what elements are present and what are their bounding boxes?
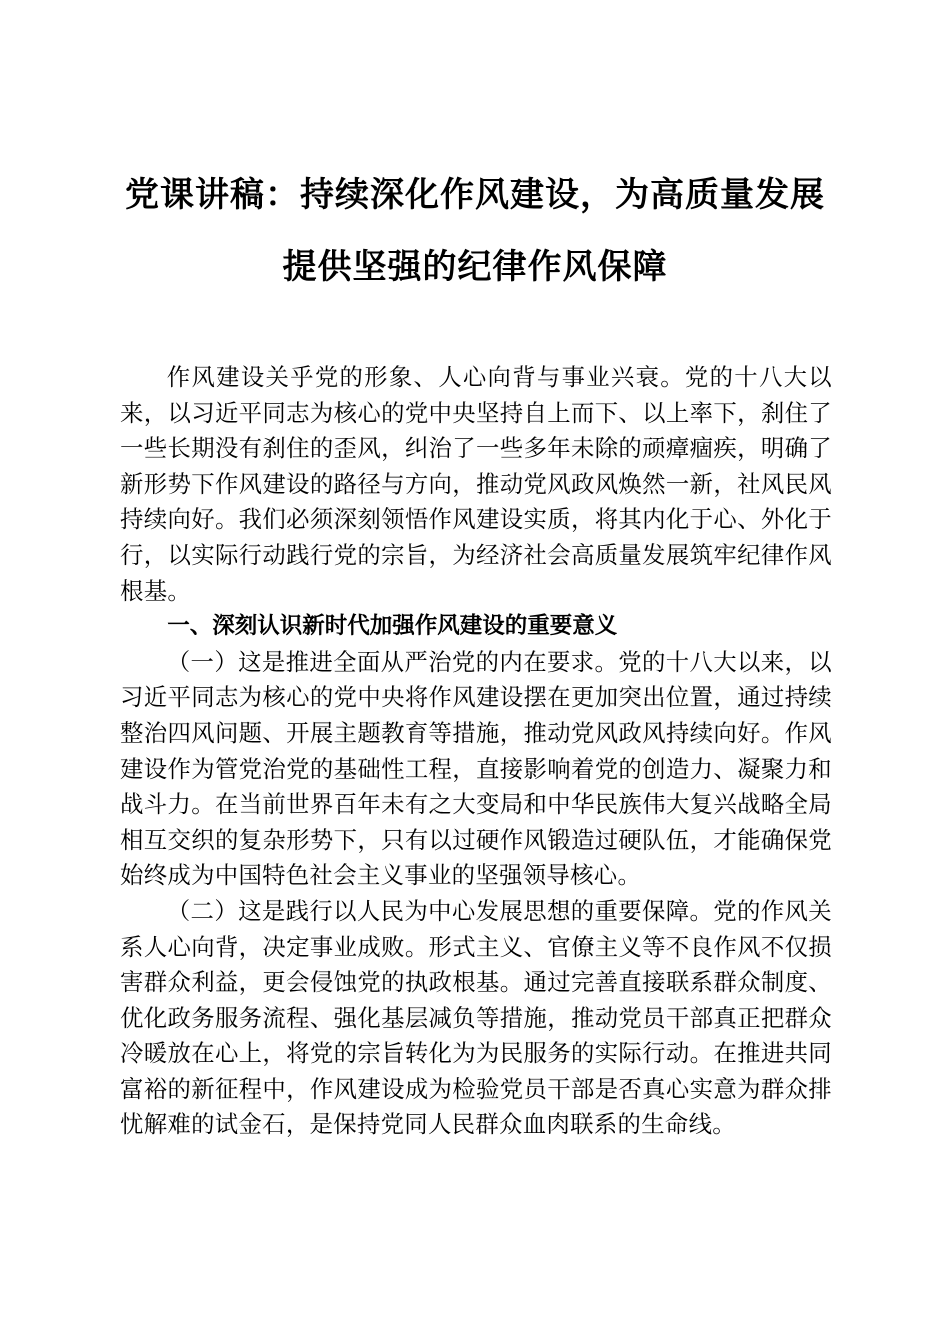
section-heading-1: 一、深刻认识新时代加强作风建设的重要意义	[167, 613, 618, 640]
document-title-line-1: 党课讲稿：持续深化作风建设，为高质量发展	[125, 175, 825, 215]
point-paragraph-2: （二）这是践行以人民为中心发展思想的重要保障。党的作风关系人心向背，决定事业成败。形式主义、官僚主义等不良作风不仅损害群众利益，更会侵蚀党的执政根基。通过完善直接联系群众制度、优化政务服务流程、强化基层减负等措施，推动党员干部真正把群众冷暖放在心上，将党的宗旨转化为为民服务的实际行动。在推进共同富裕的新征程中，作风建设成为检验党员干部是否真心实意为群众排忧解难的试金石，是保持党同人民群众血肉联系的生命线。	[120, 896, 832, 1139]
document-body	[120, 360, 832, 1143]
intro-paragraph: 作风建设关乎党的形象、人心向背与事业兴衰。党的十八大以来，以习近平同志为核心的党中央坚持自上而下、以上率下，刹住了一些长期没有刹住的歪风，纠治了一些多年未除的顽瘴痼疾，明确了新形势下作风建设的路径与方向，推动党风政风焕然一新，社风民风持续向好。我们必须深刻领悟作风建设实质，将其内化于心、外化于行，以实际行动践行党的宗旨，为经济社会高质量发展筑牢纪律作风根基。	[120, 363, 832, 605]
document-title-line-2: 提供坚强的纪律作风保障	[282, 247, 668, 287]
point-paragraph-1: （一）这是推进全面从严治党的内在要求。党的十八大以来，以习近平同志为核心的党中央将作风建设摆在更加突出位置，通过持续整治四风问题、开展主题教育等措施，推动党风政风持续向好。作风建设作为管党治党的基础性工程，直接影响着党的创造力、凝聚力和战斗力。在当前世界百年未有之大变局和中华民族伟大复兴战略全局相互交织的复杂形势下，只有以过硬作风锻造过硬队伍，才能确保党始终成为中国特色社会主义事业的坚强领导核心。	[120, 647, 832, 890]
